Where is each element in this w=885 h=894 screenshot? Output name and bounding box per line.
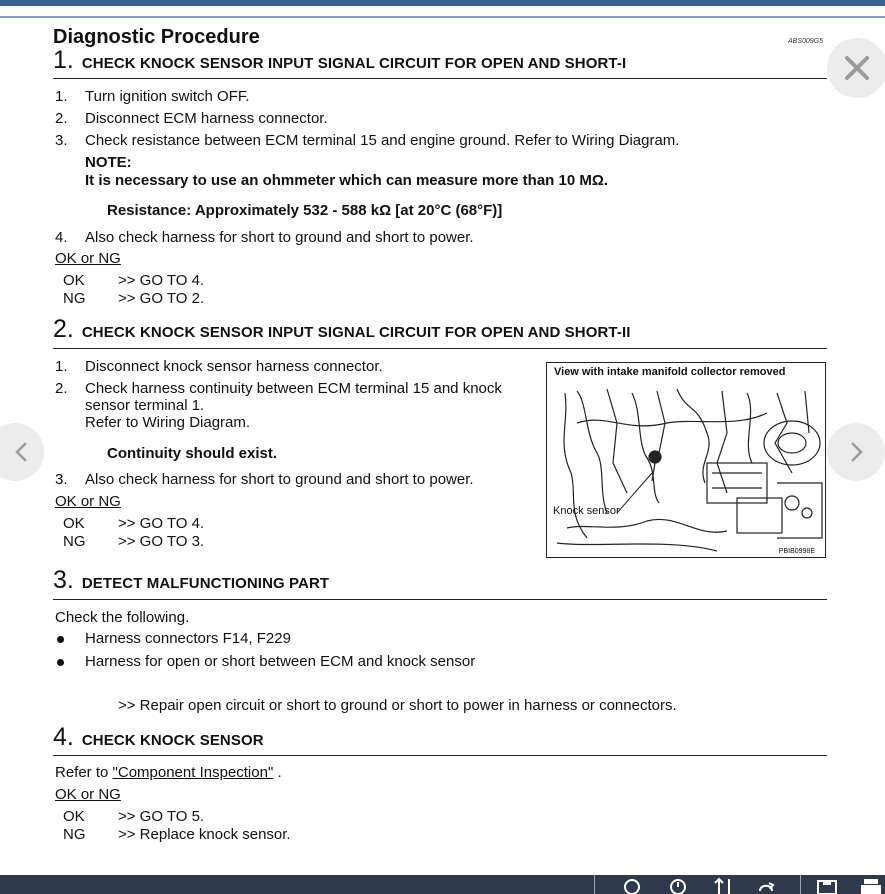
ok-or-ng-label: OK or NG [55, 493, 121, 510]
list-number: 4. [55, 229, 68, 246]
spec-resistance: Resistance: Approximately 532 - 588 kΩ [at 20°C (68°F)] [107, 202, 503, 219]
print-icon[interactable] [858, 875, 882, 894]
close-button[interactable] [827, 38, 885, 98]
document-id: ABS009G5 [788, 38, 824, 45]
previous-page-button[interactable] [0, 423, 44, 481]
list-item: Disconnect ECM harness connector. [85, 110, 328, 127]
step-heading: CHECK KNOCK SENSOR [81, 732, 264, 749]
ok-action: >> GO TO 4. [118, 515, 205, 532]
rotate-icon[interactable] [754, 875, 778, 894]
refer-prefix: Refer to [55, 764, 113, 781]
ng-action: >> GO TO 3. [118, 533, 205, 550]
ng-label: NG [63, 533, 86, 550]
step-3-header [53, 566, 329, 595]
step-heading: CHECK KNOCK SENSOR INPUT SIGNAL CIRCUIT FOR OPEN AND SHORT-I [81, 55, 627, 72]
ng-label: NG [63, 290, 86, 307]
chevron-right-icon [846, 440, 866, 464]
chevron-left-icon [12, 440, 32, 464]
zoom-icon[interactable] [668, 875, 688, 894]
ok-label: OK [63, 515, 85, 532]
toolbar-divider [594, 875, 595, 894]
page-title: Diagnostic Procedure [53, 26, 260, 48]
toolbar-divider [800, 875, 801, 894]
ok-or-ng-label: OK or NG [55, 786, 121, 803]
ok-label: OK [63, 808, 85, 825]
step-2-rule [53, 348, 827, 349]
step-number: 3. [53, 566, 74, 594]
list-item: Disconnect knock sensor harness connector. [85, 358, 383, 375]
refer-suffix: . [273, 764, 282, 781]
list-item: Harness connectors F14, F229 [85, 630, 291, 647]
step-heading: CHECK KNOCK SENSOR INPUT SIGNAL CIRCUIT FOR OPEN AND SHORT-II [81, 324, 631, 341]
sort-icon[interactable] [712, 875, 736, 894]
ng-label: NG [63, 826, 86, 843]
step-1-header [53, 46, 626, 75]
list-number: 2. [55, 110, 68, 127]
knock-sensor-label: Knock sensor [553, 505, 620, 517]
step-number: 4. [53, 723, 74, 751]
list-item: Also check harness for short to ground and short to power. [85, 229, 474, 246]
list-number: 3. [55, 132, 68, 149]
engine-line-drawing [547, 363, 826, 558]
step-4-header [53, 723, 264, 752]
search-icon[interactable] [622, 875, 642, 894]
list-item-line: Check harness continuity between ECM terminal 15 and knock [85, 380, 502, 397]
close-icon [843, 54, 871, 82]
bottom-toolbar [0, 875, 885, 894]
step-1-rule [53, 78, 827, 79]
step-3-rule [53, 599, 827, 600]
step-4-rule [53, 755, 827, 756]
list-item-line: Refer to Wiring Diagram. [85, 414, 251, 431]
list-item: Harness for open or short between ECM and knock sensor [85, 653, 476, 670]
next-page-button[interactable] [827, 423, 885, 481]
check-intro: Check the following. [55, 609, 190, 626]
list-number: 1. [55, 358, 68, 375]
step-number: 1. [53, 46, 74, 74]
spec-continuity: Continuity should exist. [107, 445, 278, 462]
list-item: Check resistance between ECM terminal 15 and engine ground. Refer to Wiring Diagram. [85, 132, 680, 149]
figure-caption: View with intake manifold collector removed [554, 366, 786, 378]
step-2-header [53, 315, 631, 344]
component-inspection-link[interactable]: "Component Inspection" [112, 764, 274, 781]
list-item: Also check harness for short to ground and short to power. [85, 471, 474, 488]
list-item-line: sensor terminal 1. [85, 397, 205, 414]
top-divider [0, 16, 885, 18]
save-icon[interactable] [815, 875, 839, 894]
ok-or-ng-label: OK or NG [55, 250, 121, 267]
list-item: Turn ignition switch OFF. [85, 88, 250, 105]
ng-action: >> Replace knock sensor. [118, 826, 291, 843]
step-number: 2. [53, 315, 74, 343]
note-text: It is necessary to use an ohmmeter which can measure more than 10 MΩ. [85, 172, 609, 189]
figure-id: PBIB0998E [778, 548, 815, 555]
bullet-icon [57, 659, 64, 666]
ng-action: >> GO TO 2. [118, 290, 205, 307]
ok-label: OK [63, 272, 85, 289]
list-number: 3. [55, 471, 68, 488]
top-accent-bar [0, 0, 885, 6]
ok-action: >> GO TO 5. [118, 808, 205, 825]
note-label: NOTE: [85, 154, 132, 171]
repair-action: >> Repair open circuit or short to ground or short to power in harness or connectors. [118, 697, 677, 714]
bullet-icon [57, 636, 64, 643]
refer-line [55, 764, 282, 781]
ok-action: >> GO TO 4. [118, 272, 205, 289]
list-number: 1. [55, 88, 68, 105]
list-number: 2. [55, 380, 68, 397]
step-heading: DETECT MALFUNCTIONING PART [81, 575, 330, 592]
engine-figure [546, 362, 826, 558]
